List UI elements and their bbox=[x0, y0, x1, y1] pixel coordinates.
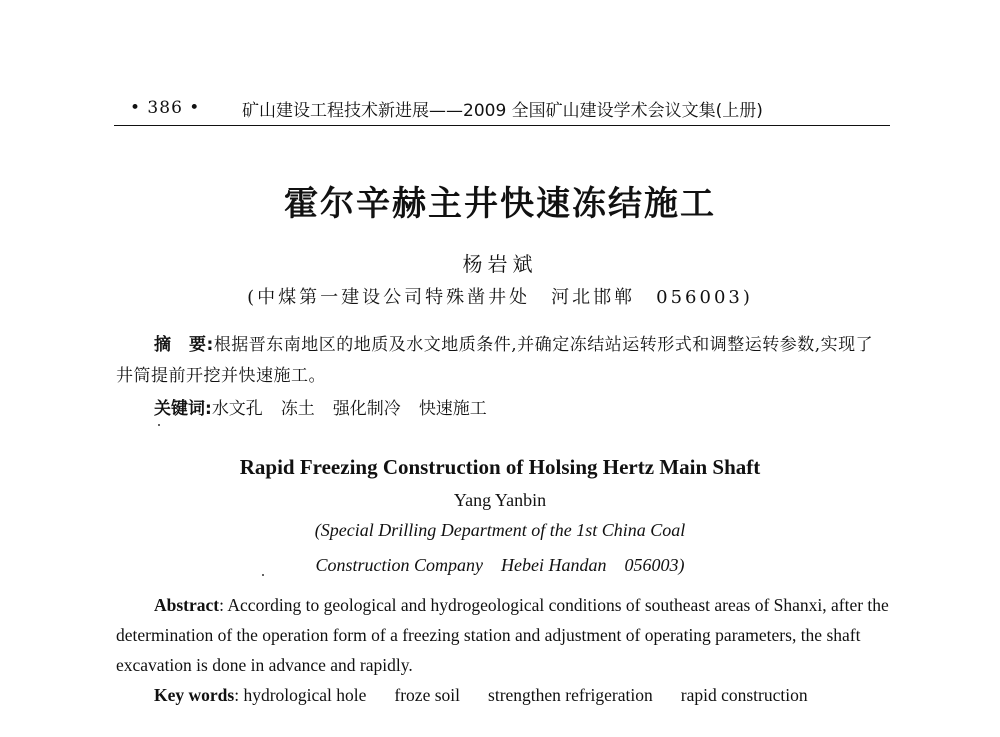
abstract-chinese bbox=[116, 330, 888, 392]
affiliation-english-line2: Construction Company Hebei Handan 056003) bbox=[315, 555, 685, 575]
keyword-english: hydrological hole bbox=[243, 685, 367, 705]
keywords-chinese bbox=[154, 394, 487, 419]
abstract-english-label: Abstract bbox=[154, 595, 220, 615]
title-chinese: 霍尔辛赫主井快速冻结施工 bbox=[284, 184, 716, 224]
keywords-english bbox=[116, 680, 890, 710]
speck-mark bbox=[262, 574, 264, 576]
keywords-english-separator: : bbox=[234, 685, 244, 705]
title-english: Rapid Freezing Construction of Holsing Hertz Main Shaft bbox=[239, 455, 761, 479]
affiliation-english-line1: (Special Drilling Department of the 1st China Coal bbox=[314, 520, 686, 540]
keyword-chinese: 冻土 bbox=[280, 399, 315, 419]
page-number: • 386 • bbox=[130, 98, 201, 118]
abstract-english bbox=[116, 590, 890, 680]
keyword-chinese: 水文孔 bbox=[211, 399, 263, 419]
author-english: Yang Yanbin bbox=[453, 490, 547, 510]
journal-header: 矿山建设工程技术新进展——2009 全国矿山建设学术会议文集(上册) bbox=[242, 101, 763, 121]
keyword-english: froze soil bbox=[394, 685, 461, 705]
keyword-chinese: 强化制冷 bbox=[332, 399, 401, 419]
keyword-chinese: 快速施工 bbox=[418, 399, 487, 419]
author-chinese: 杨岩斌 bbox=[462, 252, 538, 276]
abstract-chinese-label: 摘 要: bbox=[154, 335, 214, 355]
affiliation-chinese: (中煤第一建设公司特殊凿井处 河北邯郸 056003) bbox=[247, 287, 753, 308]
keywords-chinese-label: 关键词: bbox=[154, 399, 212, 419]
keyword-english: strengthen refrigeration bbox=[488, 685, 653, 705]
keyword-english: rapid construction bbox=[680, 685, 808, 705]
abstract-english-text: According to geological and hydrogeological conditions of southeast areas of Shanxi, after the determination of the operation form of a freezing station and adjustment of operating parameters, the shaft excavation is done in advance and rapidly. bbox=[116, 595, 889, 675]
abstract-english-separator: : bbox=[219, 595, 228, 615]
speck-mark bbox=[158, 424, 160, 426]
abstract-chinese-text: 根据晋东南地区的地质及水文地质条件,并确定冻结站运转形式和调整运转参数,实现了井筒提前开挖并快速施工。 bbox=[116, 335, 874, 386]
header-rule bbox=[114, 125, 890, 126]
keywords-english-label: Key words bbox=[154, 685, 235, 705]
